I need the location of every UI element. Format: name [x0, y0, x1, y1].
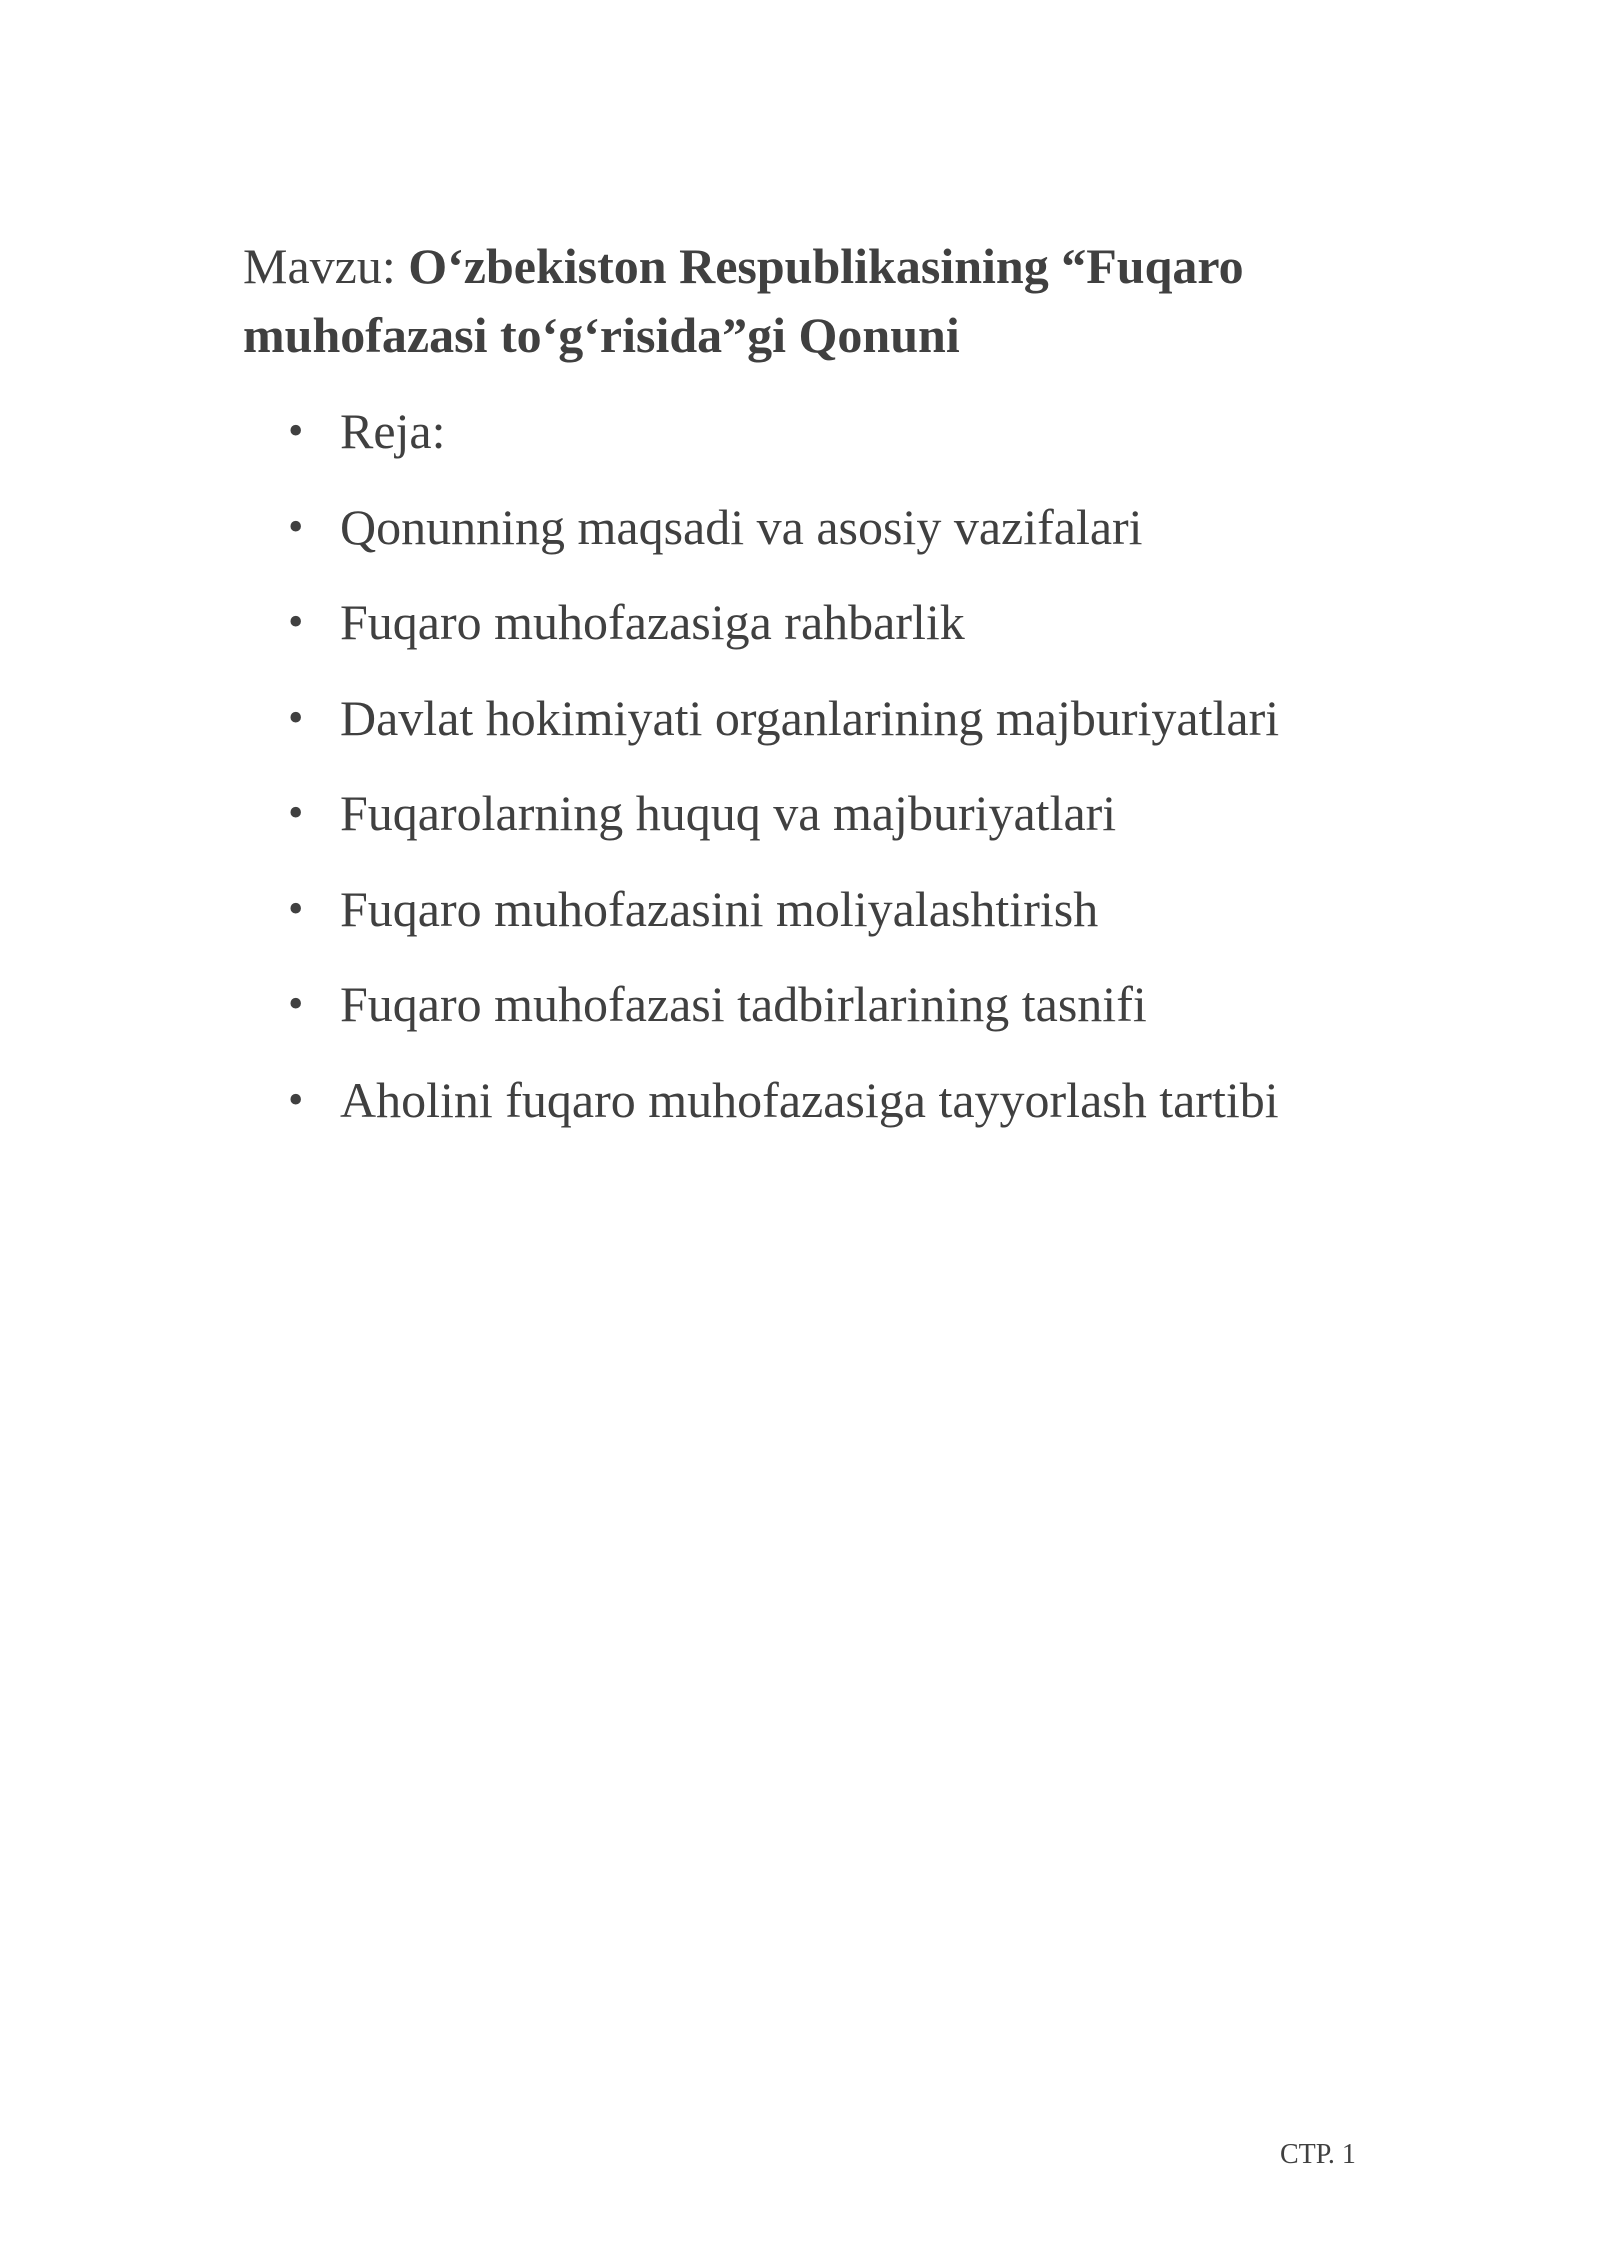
bullet-icon: •: [288, 501, 304, 551]
list-item: [288, 1065, 1279, 1161]
list-item-text: Fuqaro muhofazasi tadbirlarining tasnifi: [340, 976, 1147, 1032]
list-item: [288, 778, 1279, 874]
page-title: [243, 232, 1373, 370]
list-item-text: Fuqarolarning huquq va majburiyatlari: [340, 785, 1117, 841]
list-item-text: Aholini fuqaro muhofazasiga tayyorlash tartibi: [340, 1071, 1279, 1128]
list-item-text: Fuqaro muhofazasini moliyalashtirish: [340, 880, 1099, 937]
page-number: СТР. 1: [1280, 2139, 1356, 2170]
list-item-text: Qonunning maqsadi va asosiy vazifalari: [340, 498, 1143, 555]
title-subject: O‘zbekiston Respublikasining “Fuqaro muhofazasi to‘g‘risida”gi Qonuni: [243, 238, 1244, 363]
bullet-icon: •: [288, 1074, 304, 1124]
list-item-text: Davlat hokimiyati organlarining majburiyatlari: [340, 689, 1280, 746]
list-item: [288, 587, 1279, 683]
list-item: [288, 492, 1279, 588]
list-item-text: Reja:: [340, 403, 446, 459]
title-label: Mavzu:: [243, 238, 409, 294]
bullet-icon: •: [288, 788, 304, 837]
bullet-icon: •: [288, 979, 304, 1028]
bullet-icon: •: [288, 406, 304, 455]
list-item: [288, 874, 1279, 970]
list-item: [288, 969, 1279, 1065]
bullet-icon: •: [288, 883, 304, 933]
bullet-icon: •: [288, 692, 304, 742]
plan-list: [288, 396, 1279, 1160]
list-item: [288, 396, 1279, 492]
bullet-icon: •: [288, 597, 304, 646]
list-item-text: Fuqaro muhofazasiga rahbarlik: [340, 594, 965, 650]
list-item: [288, 683, 1279, 779]
